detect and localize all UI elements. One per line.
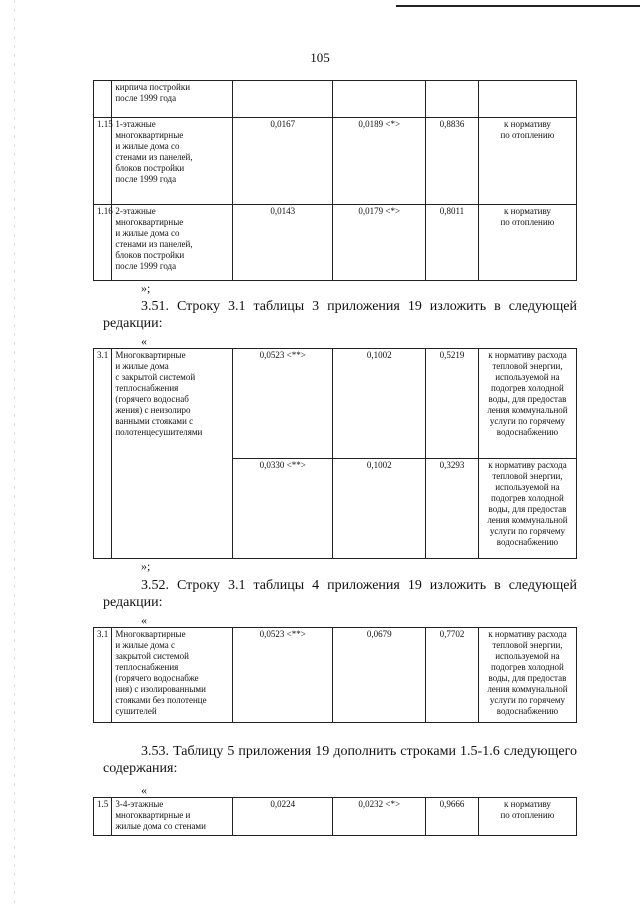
row-name: 2-этажные многоквартирные и жилые дома со стенами из панелей, блоков постройки после 1999 года [112, 205, 233, 281]
row-value-3: 0,8836 [426, 118, 479, 205]
row-value-3: 0,9666 [426, 798, 479, 836]
row-num: 3.1 [94, 349, 112, 559]
row-value-1 [233, 81, 333, 118]
table-row [94, 349, 577, 459]
row-value-3: 0,3293 [426, 459, 479, 559]
paragraph-text: 3.53. Таблицу 5 приложения 19 дополнить строками 1.5-1.6 следующего содержания: [103, 744, 577, 776]
table-3-51 [93, 348, 577, 559]
row-name: 1-этажные многоквартирные и жилые дома со стенами из панелей, блоков постройки после 1999 года [112, 118, 233, 205]
opening-quote: « [141, 334, 147, 348]
row-value-1: 0,0523 <**> [233, 349, 333, 459]
scan-edge-artifact [14, 0, 15, 905]
row-value-1: 0,0224 [233, 798, 333, 836]
row-value-2: 0,0679 [333, 628, 426, 723]
row-note: к нормативу по отоплению [478, 205, 576, 281]
row-name: 3-4-этажные многоквартирные и жилые дома со стенами [112, 798, 233, 836]
opening-quote: « [141, 783, 147, 797]
row-note: к нормативу расхода тепловой энергии, используемой на подогрев холодной воды, для предостав ления коммунальной услуги по горячему водоснабжению [478, 628, 576, 723]
row-num [94, 81, 112, 118]
row-value-2: 0,1002 [333, 459, 426, 559]
opening-quote: « [141, 613, 147, 627]
table-row [94, 798, 577, 836]
row-value-2: 0,0179 <*> [333, 205, 426, 281]
paragraph-text: 3.51. Строку 3.1 таблицы 3 приложения 19 изложить в следующей редакции: [103, 299, 577, 331]
table-row [94, 205, 577, 281]
table-row [94, 628, 577, 723]
row-value-3: 0,5219 [426, 349, 479, 459]
row-note: к нормативу по отоплению [478, 798, 576, 836]
row-value-2: 0,0189 <*> [333, 118, 426, 205]
row-value-3 [426, 81, 479, 118]
closing-quote: »; [141, 559, 151, 573]
table-continuation [93, 80, 577, 281]
row-value-1: 0,0330 <**> [233, 459, 333, 559]
paragraph-3-53 [103, 743, 577, 777]
row-note: к нормативу расхода тепловой энергии, используемой на подогрев холодной воды, для предостав ления коммунальной услуги по горячему водоснабжению [478, 349, 576, 459]
row-value-1: 0,0143 [233, 205, 333, 281]
row-value-2: 0,0232 <*> [333, 798, 426, 836]
row-num: 3.1 [94, 628, 112, 723]
row-note: к нормативу по отоплению [478, 118, 576, 205]
table-3-53 [93, 797, 577, 836]
table-3-52 [93, 627, 577, 723]
closing-quote: »; [141, 281, 151, 295]
paragraph-text: 3.52. Строку 3.1 таблицы 4 приложения 19 изложить в следующей редакции: [103, 578, 577, 610]
table-row [94, 81, 577, 118]
row-value-3: 0,7702 [426, 628, 479, 723]
row-name: Многоквартирные и жилые дома с закрытой системой теплоснабжения (горячего водоснабже ния) с изолированными стояками без полотенце сушителей [112, 628, 233, 723]
row-num: 1.15 [94, 118, 112, 205]
row-value-1: 0,0523 <**> [233, 628, 333, 723]
table-row [94, 118, 577, 205]
row-value-2: 0,1002 [333, 349, 426, 459]
row-num: 1.16 [94, 205, 112, 281]
header-rule [396, 5, 640, 7]
paragraph-3-52 [103, 577, 577, 611]
row-value-3: 0,8011 [426, 205, 479, 281]
row-name: кирпича постройки после 1999 года [112, 81, 233, 118]
row-name: Многоквартирные и жилые дома с закрытой системой теплоснабжения (горячего водоснаб жения) с неизолиро ванными стояками с полотенцесушителями [112, 349, 233, 559]
row-value-2 [333, 81, 426, 118]
paragraph-3-51 [103, 298, 577, 332]
row-value-1: 0,0167 [233, 118, 333, 205]
row-note [478, 81, 576, 118]
page-number: 105 [310, 50, 330, 65]
row-num: 1.5 [94, 798, 112, 836]
row-note: к нормативу расхода тепловой энергии, используемой на подогрев холодной воды, для предостав ления коммунальной услуги по горячему водоснабжению [478, 459, 576, 559]
